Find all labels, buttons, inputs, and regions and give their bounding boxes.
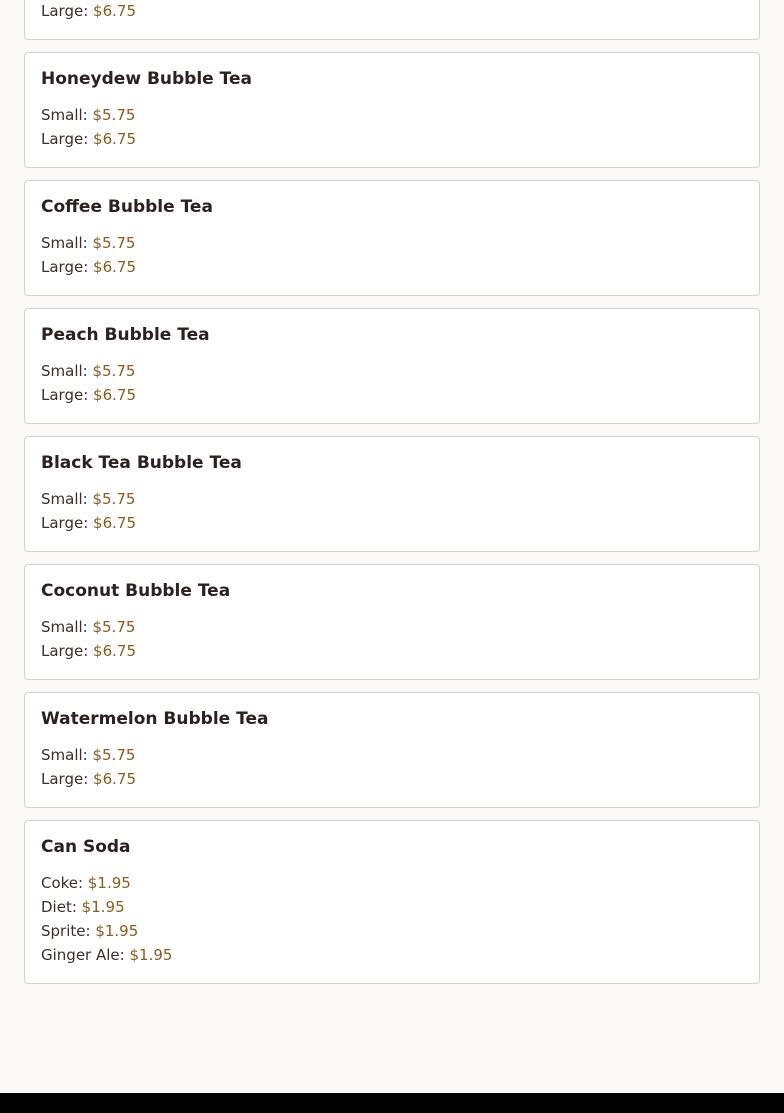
menu-item-name: Honeydew Bubble Tea <box>41 69 252 89</box>
price-value: $6.75 <box>93 258 136 276</box>
menu-item-name: Can Soda <box>41 837 131 857</box>
price-row <box>41 615 743 639</box>
price-value: $5.75 <box>92 362 136 380</box>
price-row <box>41 231 743 255</box>
price-row <box>41 103 743 127</box>
price-value: $5.75 <box>92 746 136 764</box>
price-value: $6.75 <box>93 514 136 532</box>
price-label: Diet: <box>41 898 77 916</box>
price-value: $5.75 <box>92 234 136 252</box>
price-value: $1.95 <box>87 874 131 892</box>
price-label: Large: <box>41 2 89 20</box>
price-label: Ginger Ale: <box>41 946 125 964</box>
price-value: $6.75 <box>93 642 136 660</box>
price-row <box>41 0 743 23</box>
price-row <box>41 743 743 767</box>
price-label: Small: <box>41 362 88 380</box>
price-row <box>41 383 743 407</box>
price-label: Large: <box>41 514 89 532</box>
price-value: $1.95 <box>95 922 139 940</box>
price-label: Large: <box>41 130 89 148</box>
menu-item-name: Coffee Bubble Tea <box>41 197 213 217</box>
menu-item-card <box>24 436 760 552</box>
footer-bar <box>0 1093 784 1113</box>
price-row <box>41 359 743 383</box>
price-label: Large: <box>41 770 89 788</box>
price-label: Small: <box>41 490 88 508</box>
menu-item-name: Peach Bubble Tea <box>41 325 210 345</box>
price-row <box>41 127 743 151</box>
menu-item-name: Watermelon Bubble Tea <box>41 709 269 729</box>
price-label: Coke: <box>41 874 84 892</box>
price-label: Large: <box>41 386 89 404</box>
price-row <box>41 919 743 943</box>
price-row <box>41 487 743 511</box>
menu-item-card <box>24 308 760 424</box>
menu-item-card <box>24 0 760 40</box>
menu-item-name: Black Tea Bubble Tea <box>41 453 242 473</box>
price-row <box>41 639 743 663</box>
price-row <box>41 871 743 895</box>
price-label: Sprite: <box>41 922 91 940</box>
price-value: $1.95 <box>129 946 173 964</box>
price-row <box>41 767 743 791</box>
price-value: $5.75 <box>92 618 136 636</box>
menu-item-card <box>24 180 760 296</box>
price-label: Small: <box>41 234 88 252</box>
menu-item-card <box>24 820 760 984</box>
price-value: $6.75 <box>93 2 136 20</box>
price-value: $6.75 <box>93 386 136 404</box>
price-row <box>41 943 743 967</box>
menu-item-name: Coconut Bubble Tea <box>41 581 231 601</box>
price-label: Small: <box>41 618 88 636</box>
price-value: $5.75 <box>92 106 136 124</box>
price-row <box>41 895 743 919</box>
price-row <box>41 511 743 535</box>
price-label: Small: <box>41 746 88 764</box>
price-label: Large: <box>41 642 89 660</box>
menu-item-card <box>24 692 760 808</box>
price-value: $6.75 <box>93 130 136 148</box>
menu-item-card <box>24 52 760 168</box>
price-value: $1.95 <box>81 898 125 916</box>
price-label: Small: <box>41 106 88 124</box>
menu-item-card <box>24 564 760 680</box>
price-value: $5.75 <box>92 490 136 508</box>
menu-list <box>24 0 760 996</box>
price-value: $6.75 <box>93 770 136 788</box>
price-label: Large: <box>41 258 89 276</box>
price-row <box>41 255 743 279</box>
